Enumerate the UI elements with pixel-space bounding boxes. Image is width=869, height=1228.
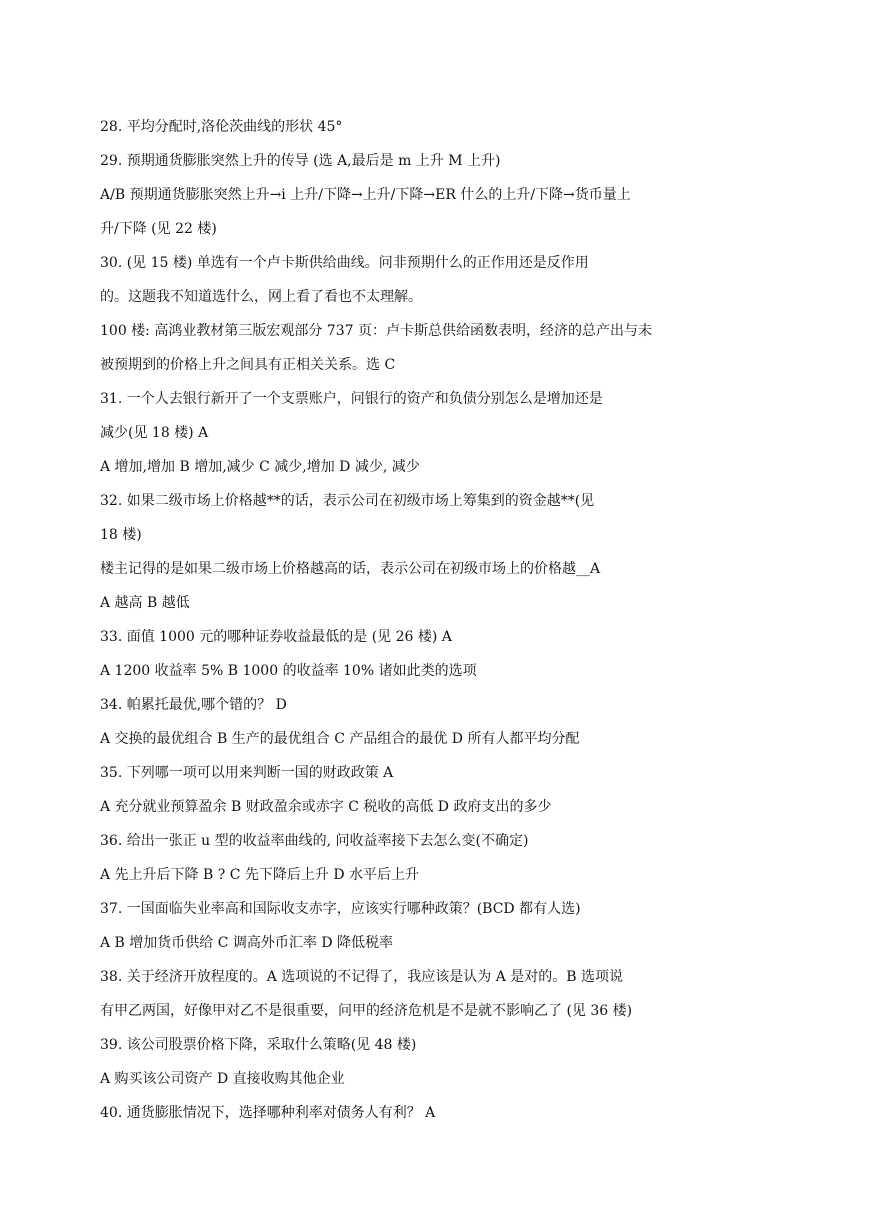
question-32-options: A 越高 B 越低 xyxy=(100,595,190,611)
question-29-answer-line-2: 升/下降 (见 22 楼) xyxy=(100,221,217,237)
question-34-options: A 交换的最优组合 B 生产的最优组合 C 产品组合的最优 D 所有人都平均分配 xyxy=(100,731,580,747)
question-28-line: 28. 平均分配时,洛伦茨曲线的形状 45° xyxy=(100,119,343,135)
question-38-line-2: 有甲乙两国，好像甲对乙不是很重要，问甲的经济危机是不是就不影响乙了 (见 36 楼) xyxy=(100,1003,633,1019)
reply-100-line-2: 被预期到的价格上升之间具有正相关关系。选 C xyxy=(100,357,396,373)
question-35-options: A 充分就业预算盈余 B 财政盈余或赤字 C 税收的高低 D 政府支出的多少 xyxy=(100,799,552,815)
question-40-line: 40. 通货膨胀情况下，选择哪种利率对债务人有利？ A xyxy=(100,1105,436,1121)
question-39-line: 39. 该公司股票价格下降，采取什么策略(见 48 楼) xyxy=(100,1037,417,1053)
question-30-line-2: 的。这题我不知道选什么，网上看了看也不太理解。 xyxy=(100,289,422,305)
question-32-line-1: 32. 如果二级市场上价格越**的话，表示公司在初级市场上筹集到的资金越**(见 xyxy=(100,493,595,509)
question-31-options: A 增加,增加 B 增加,减少 C 减少,增加 D 减少, 减少 xyxy=(100,459,420,475)
question-39-options: A 购买该公司资产 D 直接收购其他企业 xyxy=(100,1071,345,1087)
question-33-options: A 1200 收益率 5% B 1000 的收益率 10% 诸如此类的选项 xyxy=(100,663,477,679)
question-36-line: 36. 给出一张正 u 型的收益率曲线的, 问收益率接下去怎么变(不确定) xyxy=(100,833,529,849)
question-32-line-2: 18 楼) xyxy=(100,527,142,543)
question-37-options: A B 增加货币供给 C 调高外币汇率 D 降低税率 xyxy=(100,935,394,951)
reply-100-line-1: 100 楼: 高鸿业教材第三版宏观部分 737 页：卢卡斯总供给函数表明，经济的总产出与未 xyxy=(100,323,652,339)
question-37-line: 37. 一国面临失业率高和国际收支赤字，应该实行哪种政策？(BCD 都有人选) xyxy=(100,901,581,917)
question-38-line-1: 38. 关于经济开放程度的。A 选项说的不记得了，我应该是认为 A 是对的。B 选项说 xyxy=(100,969,624,985)
question-34-line: 34. 帕累托最优,哪个错的？ D xyxy=(100,697,287,713)
document-body xyxy=(100,110,800,1130)
question-32-note: 楼主记得的是如果二级市场上价格越高的话，表示公司在初级市场上的价格越__A xyxy=(100,561,601,577)
question-29-line: 29. 预期通货膨胀突然上升的传导 (选 A,最后是 m 上升 M 上升) xyxy=(100,153,501,169)
question-31-line-2: 减少(见 18 楼) A xyxy=(100,425,209,441)
question-35-line: 35. 下列哪一项可以用来判断一国的财政政策 A xyxy=(100,765,394,781)
question-36-options: A 先上升后下降 B ? C 先下降后上升 D 水平后上升 xyxy=(100,867,419,883)
question-33-line: 33. 面值 1000 元的哪种证券收益最低的是 (见 26 楼) A xyxy=(100,629,452,645)
question-31-line-1: 31. 一个人去银行新开了一个支票账户，问银行的资产和负债分别怎么是增加还是 xyxy=(100,391,603,407)
question-30-line-1: 30. (见 15 楼) 单选有一个卢卡斯供给曲线。问非预期什么的正作用还是反作用 xyxy=(100,255,589,271)
question-29-answer-line-1: A/B 预期通货膨胀突然上升→i 上升/下降→上升/下降→ER 什么的上升/下降→货币量上 xyxy=(100,187,631,203)
